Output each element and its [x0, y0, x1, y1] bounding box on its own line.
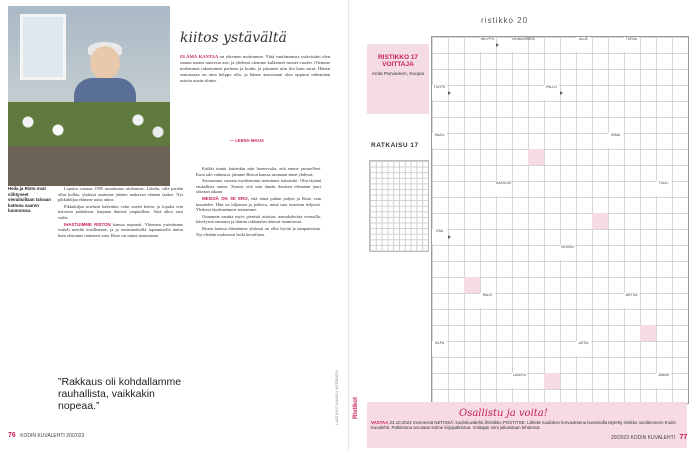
ribbon-brand: Ristikot [353, 396, 360, 420]
highlight-cell[interactable] [640, 325, 656, 341]
section-heading: kiitos ystävältä [180, 30, 287, 46]
highlight-cell[interactable] [592, 213, 608, 229]
ribbon-label: LAATINUT ANNELI KERÄNEN [333, 370, 339, 425]
article-column-2 [196, 166, 321, 238]
intro-lead: ELÄMÄ KANTAA [180, 54, 219, 59]
photo-stones [8, 146, 170, 186]
clue-cell: KILPA [432, 341, 447, 356]
contest-text [371, 420, 683, 431]
paragraph: Lopulta vuonna 1995 muutimme uttilemme. Lähdin, sillä perään ollut kolhia, yhdessä asuimme jättäen mukavan elämän taakse. Nyt pikkuhiljaa elämme uutta arkea. [58, 186, 183, 203]
right-footer [611, 434, 687, 441]
clue-cell: METSÄ [624, 293, 639, 308]
paragraph [58, 222, 183, 239]
clue-arrow-icon [448, 91, 451, 95]
paragraph: Riston kanssa elämämme yhdessä on ollut hyvää ja tasapainoista. Nyt eletään mukavasti hetki kerrallaan. [196, 225, 321, 237]
crossword-grid[interactable] [431, 36, 689, 404]
clue-cell: HAALI [432, 133, 447, 148]
contest-label: VASTAA [371, 420, 389, 425]
clue-cell: TURVA [624, 37, 639, 52]
clue-cell: OSA [432, 229, 447, 244]
right-page [333, 0, 696, 450]
clue-cell: KESKIN [560, 245, 575, 260]
clue-arrow-icon [560, 91, 563, 95]
left-footer [8, 432, 84, 439]
clue-arrow-icon [496, 43, 499, 47]
paragraph [196, 196, 321, 213]
clue-cell: KAKSOIS [496, 181, 511, 196]
solution-grid [369, 160, 429, 252]
intro-text [180, 54, 330, 84]
solution-heading: RATKAISU 17 [371, 142, 419, 149]
footer-text: KODIN KUVALEHTI 20/2023 [20, 433, 85, 439]
paragraph: Seuraavana vuonna myöhemmin menimme naimisiin. Olin täynnä rauhallista onnea. Tunsin, että sain tämän ihmisen elämääni juuri oikeaan aikaan. [196, 178, 321, 195]
footer-text: 20/2023 KODIN KUVALEHTI [611, 435, 676, 441]
paragraph-text: kanssa nopeasti. Yhteinen ystävämme esitteli meidät toisillemme, ja jo ensimmäisellä tapaamisella tuntui kuin olisimme tunteneet aina. Risto sai minut nauramaan. [58, 221, 183, 238]
paragraph: Osaamme nauttia myös pienistä asioista: aamukahvista terassilla, kävelyistä rannassa ja iltaisin takkatulen ääressä istumisesta. [196, 213, 321, 225]
clue-cell: SIIMA [608, 133, 623, 148]
highlight-cell[interactable] [544, 373, 560, 389]
contest-title: Osallistu ja voita! [459, 408, 548, 419]
clue-arrow-icon [448, 235, 451, 239]
photo-window [20, 14, 66, 80]
paragraph: Pikkuhiljaa mieheni kaltenkin valui uneen hetiin, ja lopulta tein tietoisen päätöksen: kaipaan ihmisiä ympärilleni. Siitä alkoi uusi vaihe. [58, 203, 183, 220]
clue-cell: LAUKKU [512, 373, 527, 388]
paragraph: Kaikki tuntui kuitenkin niin luontevalta, että emme jarrutelleet. Kuin talo valmistui, jäimme Riston kanssa asumaan sinne yhdessä. [196, 166, 321, 177]
clue-cell: HEINÄSIRKKA [512, 37, 527, 52]
highlight-cell[interactable] [528, 149, 544, 165]
page-title: ristikko 20 [481, 16, 529, 25]
photo-caption: Heila ja Risto ovat viihtyneet vierailuillaan taivaan kattona saaren luonnossa. [8, 186, 51, 214]
clue-cell: TUULI [656, 181, 671, 196]
intro-signature: — LEENA-MAIJA [230, 138, 264, 143]
pull-quote: ”Rakkaus oli kohdallamme rauhallista, vaikkakin nopeaa.” [58, 376, 182, 412]
page-number: 77 [679, 434, 688, 441]
winner-name: Anita Parviainen, Kuopio [371, 72, 425, 77]
photo-person-head [90, 46, 120, 80]
clue-cell: RAKO [480, 293, 495, 308]
contest-body: 24.10.2023 mennessä NETISSÄ: kodinkuvalehti.fi/ristikko POSTITSE: Lähetä ruudukon korvauksena kuvamalla täytetty ristikko osoitteeseen Kodin Kuvalehti. Palkintona arvotaan kolme kirjapalkintoa. Voittajan nimi julkaistaan lehdessä. [371, 420, 676, 431]
clue-cell: HELPPO [480, 37, 495, 52]
clue-cell: ASTIA [576, 341, 591, 356]
article-column-1 [58, 186, 183, 239]
winner-box [367, 44, 429, 114]
paragraph-text: että minä puhun paljon ja Risto vain kuuntelee. Hän on hiljainen ja pohtiva, minä taas innostun helposti. Yhdessä täydennämme toisiamme. [196, 195, 321, 213]
clue-cell: JÄNNE [656, 373, 671, 388]
intro-body: on yhteinen mottomme. Yhtä vanhimmista ystävistäni olen saanut tuntea nuoresta asti, ja yhdessä olemme kulkeneet monet vuodet. Olemme molemmat rakentaneet perheen ja kodin, ja jakaneet niin ilot kuin surut. Hänen seurassaan on aina helppo olla, ja hänen ansiostaan olen oppinut näkemään asioita uusin silmin. [180, 54, 330, 83]
subheading: IHASTUIMME RISTON [64, 221, 111, 227]
clue-cell: ALUE [576, 37, 591, 52]
subheading: MEISSÄ ON SE ERO, [202, 195, 249, 201]
highlight-cell[interactable] [464, 277, 480, 293]
clue-cell: TUOTE [432, 85, 447, 100]
winner-heading: RISTIKKO 17 VOITTAJA [377, 54, 419, 68]
photo-flowers [8, 102, 170, 146]
portrait-photo [8, 6, 170, 186]
clue-cell: PALLO [544, 85, 559, 100]
page-number: 76 [8, 432, 16, 439]
